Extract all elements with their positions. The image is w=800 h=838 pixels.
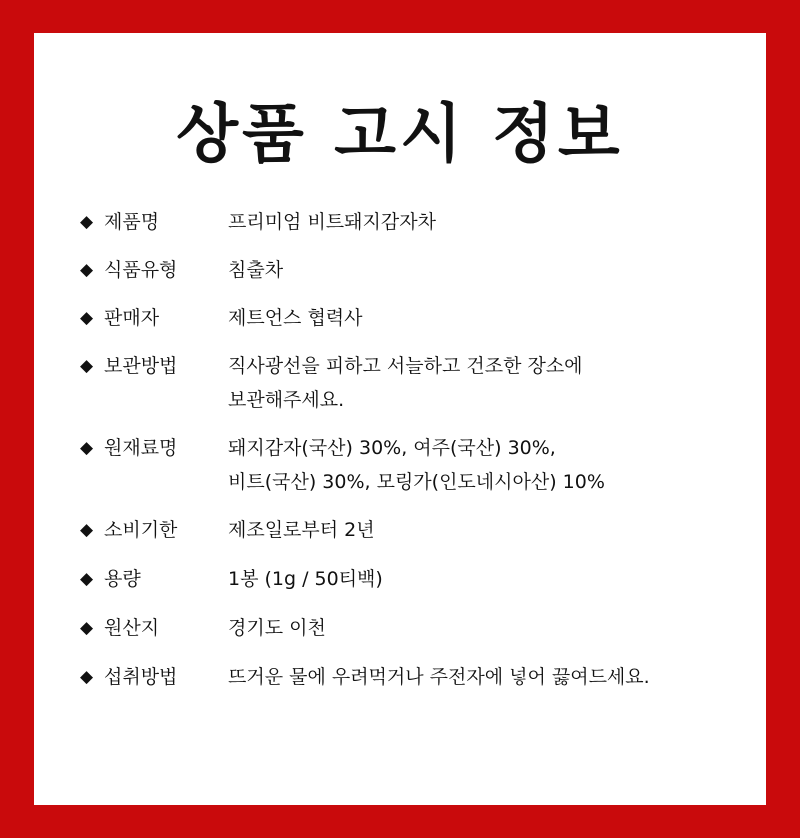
info-row-origin <box>80 611 746 645</box>
info-row-product-name <box>80 205 746 239</box>
info-row-capacity <box>80 562 746 596</box>
info-label: 식품유형 <box>104 259 178 281</box>
info-value: 1봉 (1g / 50티백) <box>228 568 383 590</box>
diamond-bullet-icon: ◆ <box>80 438 94 458</box>
info-label: 판매자 <box>104 307 160 329</box>
info-value: 프리미엄 비트돼지감자차 <box>228 211 436 233</box>
diamond-bullet-icon: ◆ <box>80 520 94 540</box>
diamond-bullet-icon: ◆ <box>80 308 94 328</box>
info-row-ingredients <box>80 431 746 499</box>
info-label: 용량 <box>104 568 141 590</box>
info-card <box>34 33 766 805</box>
diamond-bullet-icon: ◆ <box>80 618 94 638</box>
diamond-bullet-icon: ◆ <box>80 569 94 589</box>
diamond-bullet-icon: ◆ <box>80 260 94 280</box>
info-value: 제트언스 협력사 <box>228 307 363 329</box>
info-label: 원재료명 <box>104 437 178 459</box>
info-value: 직사광선을 피하고 서늘하고 건조한 장소에 보관해주세요. <box>228 355 583 411</box>
info-label: 제품명 <box>104 211 160 233</box>
diamond-bullet-icon: ◆ <box>80 356 94 376</box>
page-title: 상품 고시 정보 <box>176 98 624 172</box>
info-label: 원산지 <box>104 617 160 639</box>
info-value: 뜨거운 물에 우려먹거나 주전자에 넣어 끓여드세요. <box>228 666 650 688</box>
diamond-bullet-icon: ◆ <box>80 212 94 232</box>
info-row-food-type <box>80 253 746 287</box>
info-value: 제조일로부터 2년 <box>228 519 375 541</box>
info-label: 보관방법 <box>104 355 178 377</box>
diamond-bullet-icon: ◆ <box>80 667 94 687</box>
info-row-expiry <box>80 513 746 547</box>
info-row-seller <box>80 301 746 335</box>
info-row-usage <box>80 660 746 694</box>
info-row-storage <box>80 349 746 417</box>
info-value: 경기도 이천 <box>228 617 326 639</box>
info-label: 섭취방법 <box>104 666 178 688</box>
info-value: 돼지감자(국산) 30%, 여주(국산) 30%, 비트(국산) 30%, 모링가(인도네시아산) 10% <box>228 437 605 493</box>
info-label: 소비기한 <box>104 519 178 541</box>
info-value: 침출차 <box>228 259 284 281</box>
